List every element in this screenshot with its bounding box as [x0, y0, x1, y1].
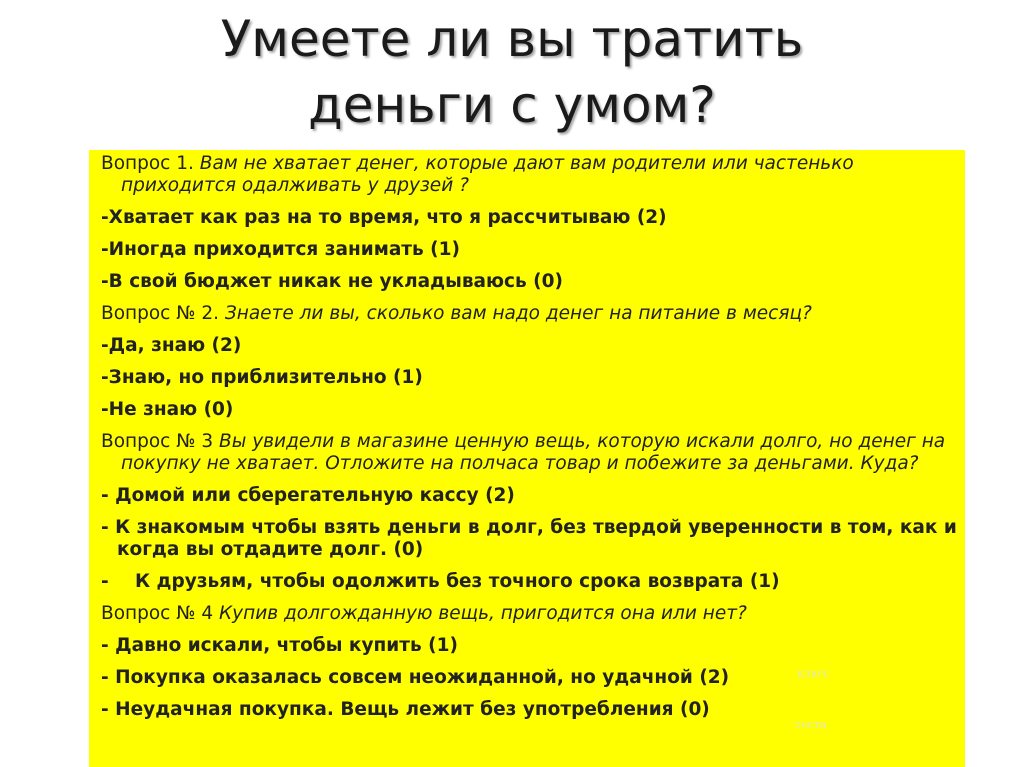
question-1-text: Вам не хватает денег, которые дают вам родители или частенько приходится одалживать у друзей ? — [121, 153, 854, 196]
question-2-label: Вопрос № 2. — [101, 303, 219, 324]
question-3 — [101, 431, 959, 475]
slide-title — [0, 6, 1024, 138]
question-1-label: Вопрос 1. — [101, 153, 194, 174]
answer-4-1: - Давно искали, чтобы купить (1) — [101, 635, 458, 656]
answer-3-2: - К знакомым чтобы взять деньги в долг, без твердой уверенности в том, как и когда вы отдадите долг. (0) — [101, 517, 957, 560]
question-4-text: Купив долгожданную вещь, пригодится она или нет? — [219, 603, 747, 624]
questionnaire-box — [89, 150, 965, 767]
question-4 — [101, 603, 959, 625]
answer-3-3-dash: - — [101, 571, 109, 592]
question-1 — [101, 153, 959, 197]
answer-3-1: - Домой или сберегательную кассу (2) — [101, 485, 515, 506]
answer-3-3-text: К друзьям, чтобы одолжить без точного срока возврата (1) — [135, 571, 780, 592]
faint-test-label: теста — [795, 718, 827, 731]
answer-2-2: -Знаю, но приблизительно (1) — [101, 367, 423, 388]
answer-1-2: -Иногда приходится занимать (1) — [101, 239, 460, 260]
title-line-2: деньги с умом? — [308, 76, 716, 134]
answer-4-3: - Неудачная покупка. Вещь лежит без употребления (0) — [101, 699, 710, 720]
questionnaire-content — [101, 153, 959, 731]
answer-3-3 — [101, 571, 959, 593]
question-4-label: Вопрос № 4 — [101, 603, 214, 624]
question-2-text: Знаете ли вы, сколько вам надо денег на питание в месяц? — [224, 303, 812, 324]
question-3-text: Вы увидели в магазине ценную вещь, которую искали долго, но денег на покупку не хватает. Отложите на полчаса товар и побежите за деньгами. Куда? — [121, 431, 946, 474]
answer-1-1: -Хватает как раз на то время, что я рассчитываю (2) — [101, 207, 667, 228]
question-3-label: Вопрос № 3 — [101, 431, 214, 452]
faint-key-label: ключ — [797, 667, 828, 680]
answer-4-2: - Покупка оказалась совсем неожиданной, но удачной (2) — [101, 667, 730, 688]
answer-1-3: -В свой бюджет никак не укладываюсь (0) — [101, 271, 563, 292]
question-2 — [101, 303, 959, 325]
answer-2-1: -Да, знаю (2) — [101, 335, 242, 356]
title-line-1: Умеете ли вы тратить — [220, 10, 804, 68]
answer-2-3: -Не знаю (0) — [101, 399, 234, 420]
